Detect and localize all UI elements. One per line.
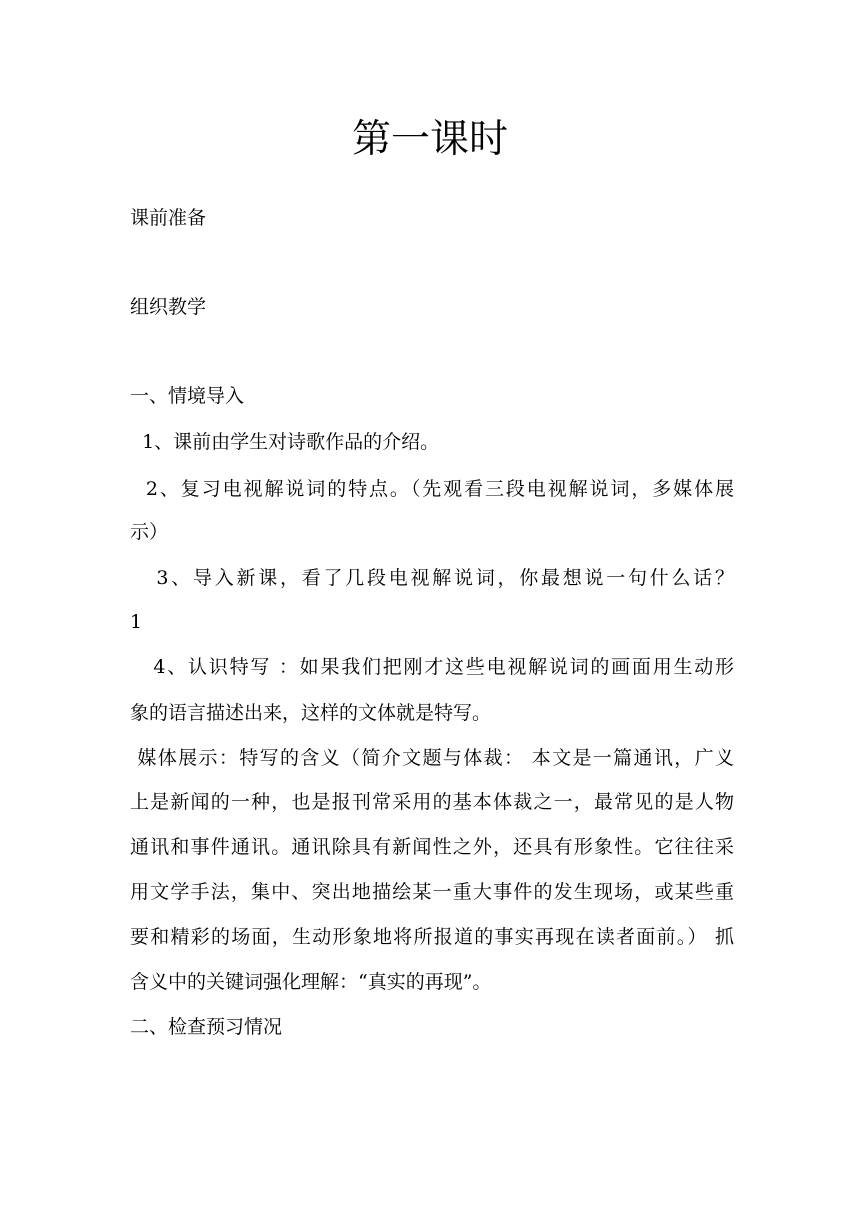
section-heading-intro: 一、情境导入 — [130, 385, 245, 407]
section-heading-preview-check: 二、检查预习情况 — [130, 1016, 283, 1038]
page-title: 第一课时 — [351, 117, 508, 162]
paragraph-line: 含义中的关键词强化理解：“真实的再现”。 — [130, 971, 492, 993]
paragraph-line: 1、课前由学生对诗歌作品的介绍。 — [130, 431, 440, 453]
paragraph-line: 2、复习电视解说词的特点。（先观看三段电视解说词，多媒体展 — [130, 478, 734, 500]
section-heading-organize: 组织教学 — [130, 296, 207, 318]
paragraph-line: 3、导入新课，看了几段电视解说词，你最想说一句什么话？ — [130, 567, 734, 589]
paragraph-line: 上是新闻的一种，也是报刊常采用的基本体裁之一，最常见的是人物 — [130, 791, 734, 813]
paragraph-line: 象的语言描述出来，这样的文体就是特写。 — [130, 702, 492, 724]
paragraph-line: 媒体展示：特写的含义（简介文题与体裁： 本文是一篇通讯，广义 — [130, 747, 734, 769]
paragraph-line: 通讯和事件通讯。通讯除具有新闻性之外，还具有形象性。它往往采 — [130, 836, 734, 858]
paragraph-line: 示） — [130, 521, 169, 543]
paragraph-line: 要和精彩的场面，生动形象地将所报道的事实再现在读者面前。） 抓 — [130, 926, 734, 948]
paragraph-line: 1 — [130, 611, 143, 633]
section-heading-preparation: 课前准备 — [130, 207, 207, 229]
paragraph-line: 用文学手法，集中、突出地描绘某一重大事件的发生现场，或某些重 — [130, 881, 734, 903]
paragraph-line: 4、认识特写 ：如果我们把刚才这些电视解说词的画面用生动形 — [130, 656, 734, 678]
